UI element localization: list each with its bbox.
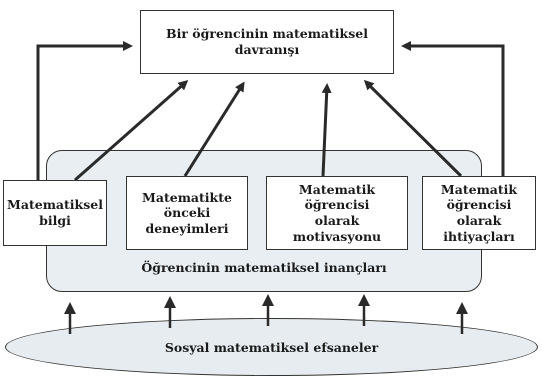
beliefs-label: Öğrencinin matematiksel inançları bbox=[141, 260, 387, 275]
factor-label-needs: Matematik öğrencisi olarak ihtiyaçları bbox=[440, 181, 518, 244]
behavior-label: Bir öğrencinin matematiksel davranışı bbox=[166, 26, 368, 57]
factor-label-motivation: Matematik öğrencisi olarak motivasyonu bbox=[292, 181, 382, 244]
arrow-motivation bbox=[323, 86, 327, 176]
arrow-knowledge-loop bbox=[38, 46, 130, 180]
arrow-experiences bbox=[185, 84, 243, 176]
arrow-needs-loop bbox=[404, 46, 503, 176]
arrow-knowledge bbox=[75, 82, 186, 180]
factor-label-experiences: Matematikte önceki deneyimleri bbox=[142, 189, 232, 236]
myths-label: Sosyal matematiksel efsaneler bbox=[164, 339, 379, 355]
arrow-needs bbox=[366, 82, 461, 176]
factor-label-knowledge: Matematiksel bilgi bbox=[7, 197, 103, 228]
